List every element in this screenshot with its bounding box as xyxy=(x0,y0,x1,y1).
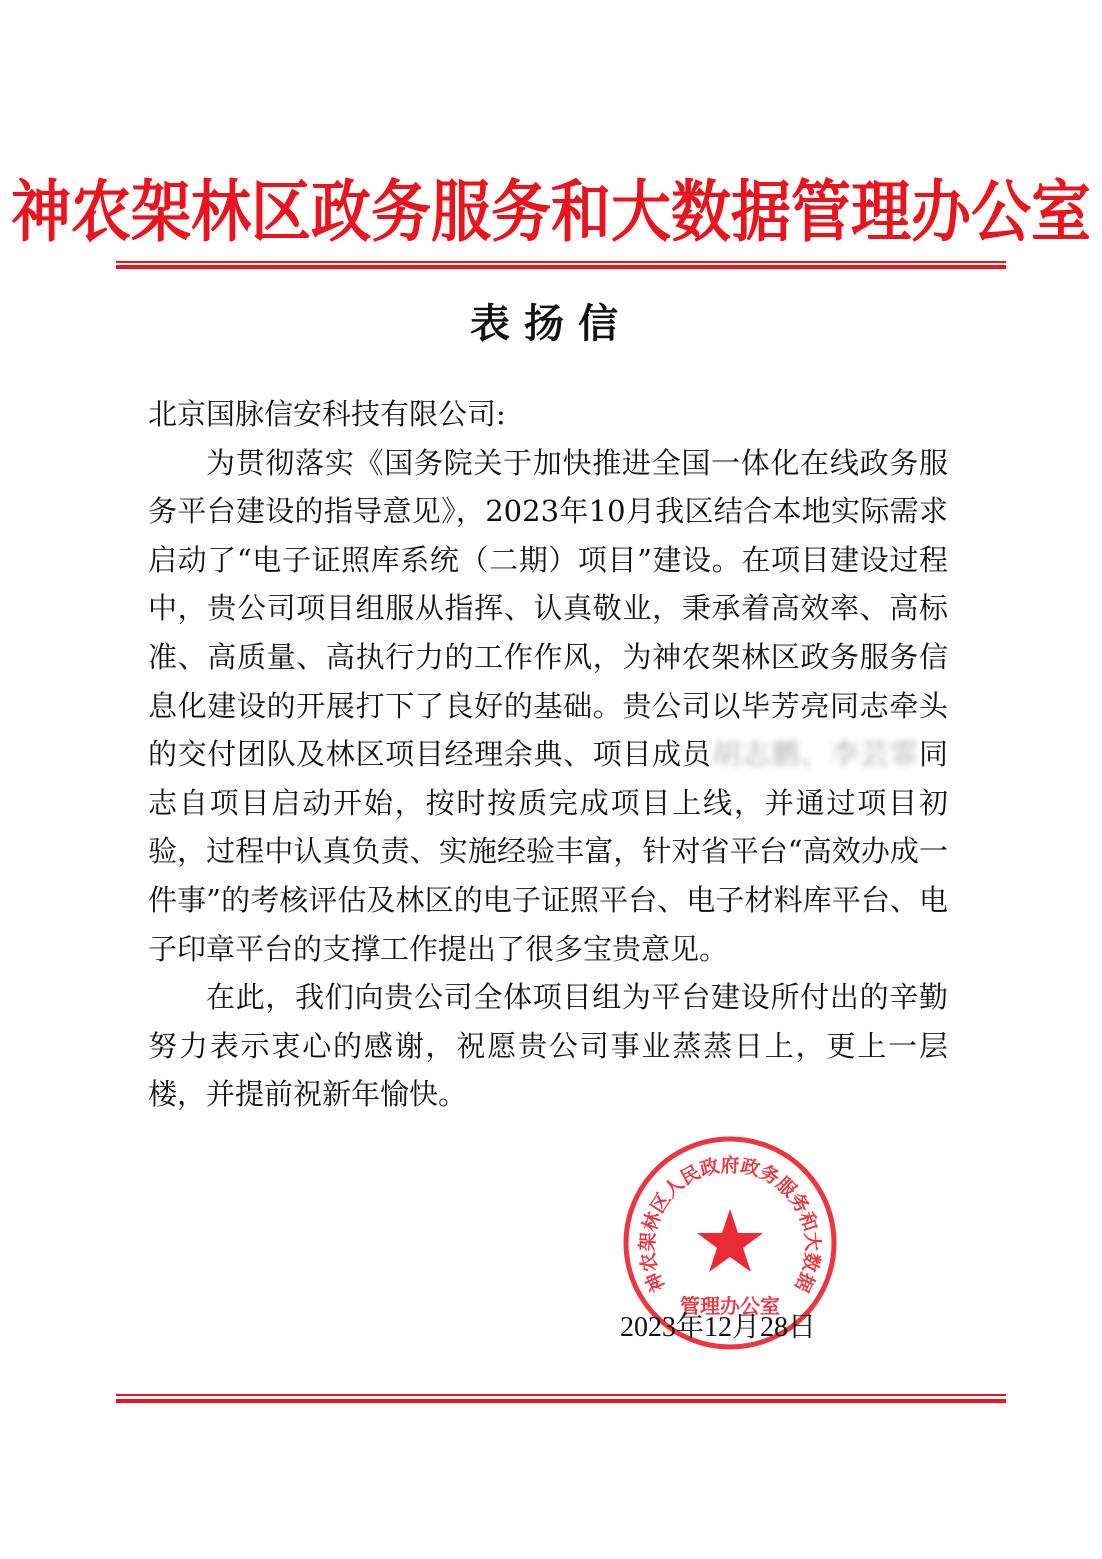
letter-title: 表扬信 xyxy=(470,300,632,347)
seal-star-icon xyxy=(697,1209,763,1272)
redacted-names: 胡志鹏、李芸霏 xyxy=(711,737,919,772)
letter-body xyxy=(148,390,948,1119)
paragraph-2: 在此，我们向贵公司全体项目组为平台建设所付出的辛勤努力表示衷心的感谢，祝愿贵公司事业蒸蒸日上，更上一层楼，并提前祝新年愉快。 xyxy=(148,980,948,1112)
footer-divider-thin xyxy=(116,1394,1006,1396)
header-divider-thin xyxy=(116,261,1006,263)
header-organization-name: 神农架林区政务服务和大数据管理办公室 xyxy=(11,173,1091,252)
seal-bottom-text: 管理办公室 xyxy=(680,1294,780,1318)
footer-divider-thick xyxy=(116,1399,1006,1403)
letter-date: 2023年12月28日 xyxy=(620,1312,817,1343)
paragraph-1-part-a: 为贯彻落实《国务院关于加快推进全国一体化在线政务服务平台建设的指导意见》，2023年10月我区结合本地实际需求启动了“电子证照库系统（二期）项目”建设。在项目建设过程中，贵公司项目组服从指挥、认真敬业，秉承着高效率、高标准、高质量、高执行力的工作作风，为神农架林区政务服务信息化建设的开展打下了良好的基础。贵公司以毕芳亮同志牵头的交付团队及林区项目经理余典、项目成员 xyxy=(148,445,948,772)
salutation: 北京国脉信安科技有限公司: xyxy=(148,397,506,431)
seal-arc-text: 神农架林区人民政府政务服务和大数据 xyxy=(636,1154,824,1296)
paragraph-1 xyxy=(148,439,948,974)
header-divider-thick xyxy=(116,265,1006,269)
paragraph-1-part-b: 同志自项目启动开始，按时按质完成项目上线，并通过项目初验，过程中认真负责、实施经验丰富，针对省平台“高效办成一件事”的考核评估及林区的电子证照平台、电子材料库平台、电子印章平台的支撑工作提出了很多宝贵意见。 xyxy=(148,737,948,966)
